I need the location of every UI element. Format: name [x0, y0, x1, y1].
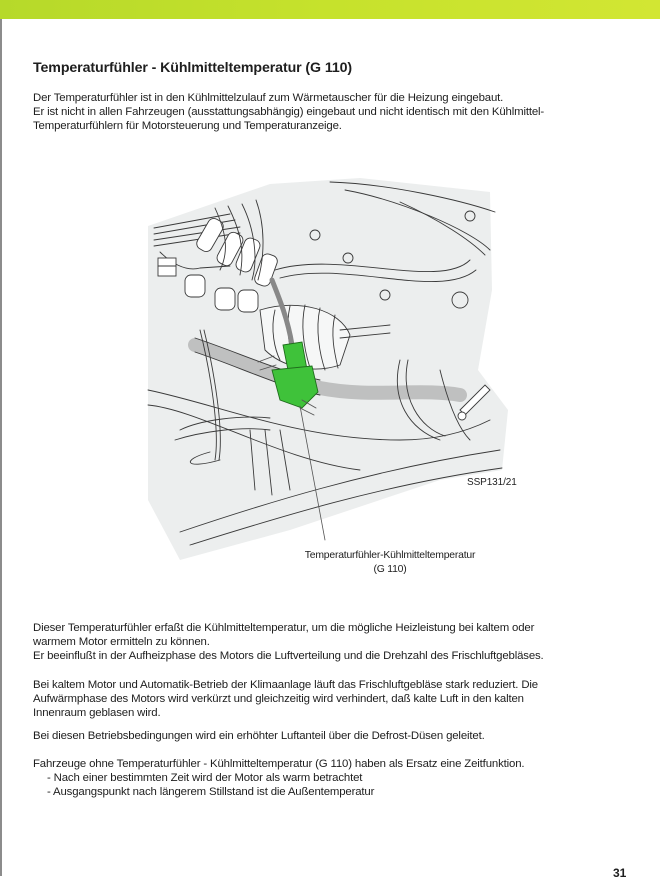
paragraph-time-function [33, 757, 633, 799]
bullet-item: - Ausgangspunkt nach längerem Stillstand ist die Außentemperatur [47, 786, 375, 798]
paragraph-defrost [33, 729, 633, 743]
paragraph-line: Aufwärmphase des Motors wird verkürzt und gleichzeitig wird verhindert, daß kalte Luft in den kalten [33, 693, 524, 705]
callout-line: Temperaturfühler-Kühlmitteltemperatur [304, 550, 476, 561]
paragraph-cold-engine [33, 678, 633, 720]
page-title: Temperaturfühler - Kühlmitteltemperatur (G 110) [33, 60, 353, 76]
paragraph-line: Er beeinflußt in der Aufheizphase des Motors die Luftverteilung und die Drehzahl des Frischluftgebläses. [33, 650, 544, 662]
paragraph-line: Bei kaltem Motor und Automatik-Betrieb der Klimaanlage läuft das Frischluftgebläse stark reduziert. Die [33, 679, 538, 691]
paragraph-function [33, 621, 633, 663]
engine-bay-illustration [140, 170, 520, 580]
paragraph-line: Dieser Temperaturfühler erfaßt die Kühlmitteltemperatur, um die mögliche Heizleistung bei kaltem oder [33, 622, 535, 634]
paragraph-line: warmem Motor ermitteln zu können. [33, 636, 210, 648]
page-left-edge [0, 19, 2, 876]
bullet-item: - Nach einer bestimmten Zeit wird der Motor als warm betrachtet [47, 772, 363, 784]
intro-line: Der Temperaturfühler ist in den Kühlmittelzulauf zum Wärmetauscher für die Heizung eingebaut. [33, 92, 504, 104]
figure-callout-label [290, 549, 490, 577]
figure-reference-code: SSP131/21 [467, 477, 517, 488]
intro-paragraph [33, 91, 633, 133]
intro-line: Er ist nicht in allen Fahrzeugen (ausstattungsabhängig) eingebaut und nicht identisch mit den Kühlmittel- [33, 106, 545, 118]
intro-line: Temperaturfühlern für Motorsteuerung und Temperaturanzeige. [33, 120, 342, 132]
paragraph-line: Bei diesen Betriebsbedingungen wird ein erhöhter Luftanteil über die Defrost-Düsen geleitet. [33, 730, 485, 742]
page-number: 31 [613, 866, 627, 880]
callout-line: (G 110) [373, 564, 407, 575]
paragraph-line: Fahrzeuge ohne Temperaturfühler - Kühlmitteltemperatur (G 110) haben als Ersatz eine Zeitfunktion. [33, 758, 525, 770]
paragraph-line: Innenraum geblasen wird. [33, 707, 161, 719]
header-color-band [0, 0, 660, 19]
